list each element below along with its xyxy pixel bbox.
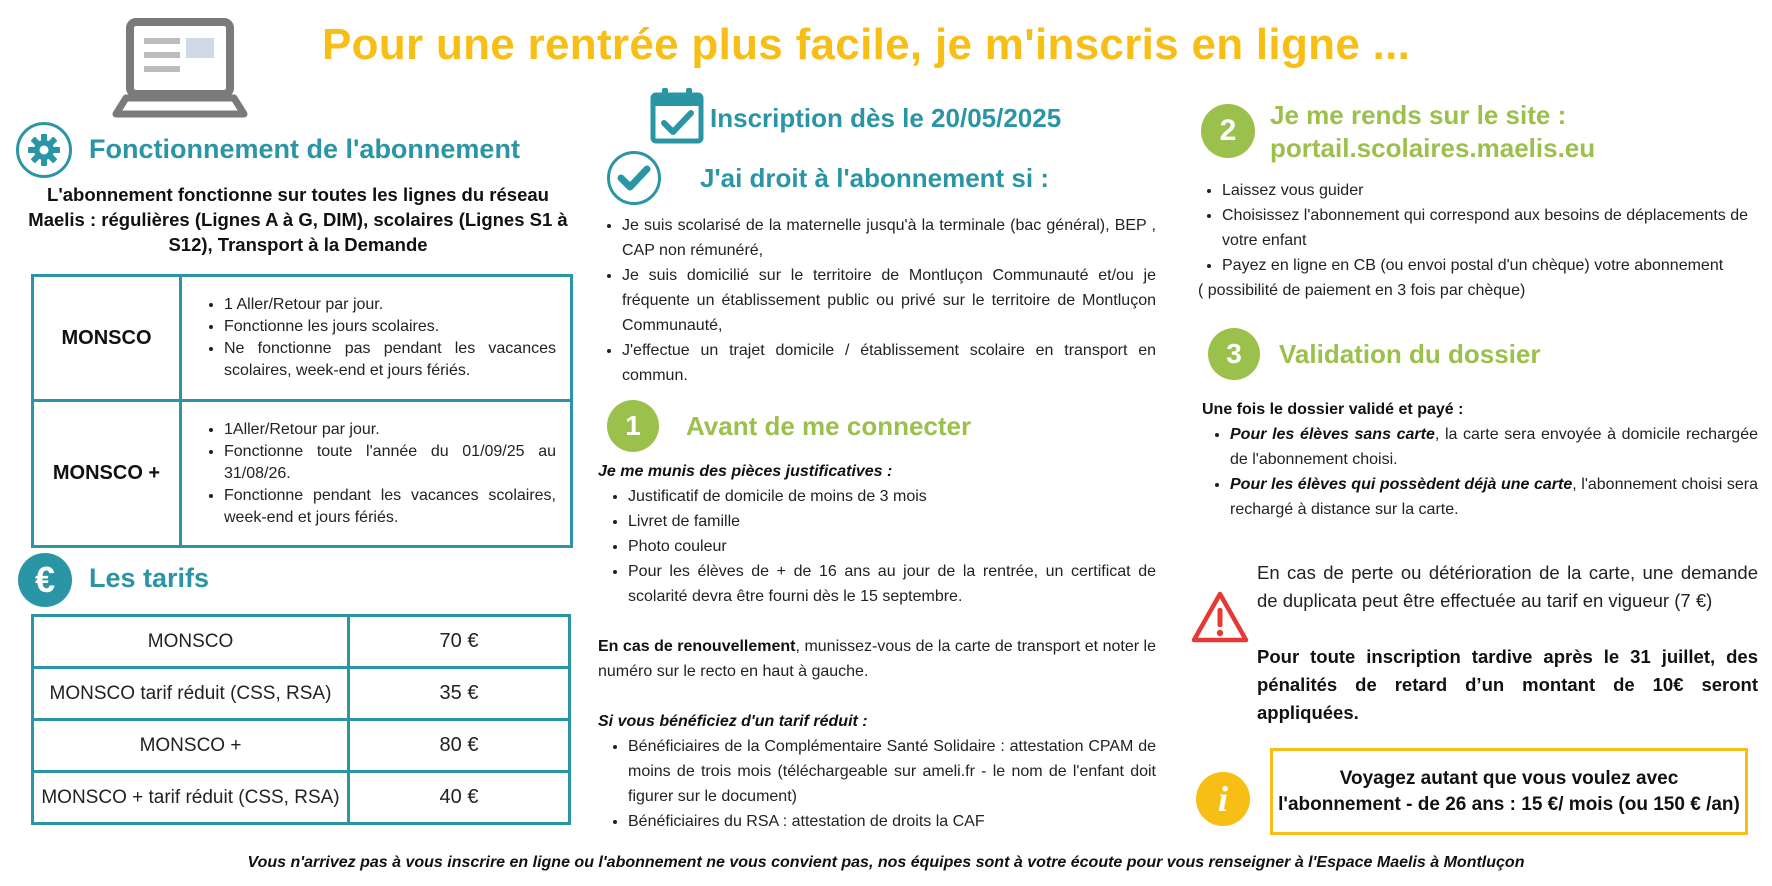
step-1-title: Avant de me connecter <box>686 411 972 441</box>
step-2-badge: 2 <box>1201 104 1255 158</box>
gear-icon-circle <box>16 122 72 178</box>
pieces-heading: Je me munis des pièces justificatives : <box>598 463 893 480</box>
subscription-details <box>181 401 572 547</box>
list-item <box>1230 472 1758 522</box>
warning-icon <box>1190 590 1250 644</box>
list-item: • Bénéficiaires de la Complémentaire Santé Solidaire : attestation CPAM de moins de trois mois (téléchargeable sur ameli.fr - le nom de l'enfant doit figurer sur le document) <box>628 734 1156 809</box>
subscription-details <box>181 276 572 401</box>
step-2-title <box>1270 99 1595 165</box>
list-item: • J'effectue un trajet domicile / établissement scolaire en transport en commun. <box>622 338 1156 388</box>
info-box <box>1270 748 1748 835</box>
droit-title: J'ai droit à l'abonnement si : <box>700 163 1049 193</box>
check-icon <box>617 164 651 192</box>
inscription-date: Inscription dès le 20/05/2025 <box>710 103 1062 133</box>
list-item: • Fonctionne pendant les vacances scolaires, week-end et jours fériés. <box>224 485 556 529</box>
reduit-list <box>598 734 1156 834</box>
list-item: • Je suis domicilié sur le territoire de Montluçon Communauté et/ou je fréquente un établissement public ou privé sur le territoire de Montluçon Communauté, <box>622 263 1156 338</box>
renouvellement-rest: , munissez-vous de la carte de transport et noter le numéro sur le recto en haut à gauche. <box>598 638 1157 680</box>
list-item: • Payez en ligne en CB (ou envoi postal d'un chèque) votre abonnement <box>1222 253 1758 278</box>
tarifs-table <box>31 614 571 825</box>
list-item: • Photo couleur <box>628 534 1156 559</box>
portail-url: portail.scolaires.maelis.eu <box>1270 133 1596 163</box>
subscription-name: MONSCO + <box>33 401 181 547</box>
footer-note: Vous n'arrivez pas à vous inscrire en ligne ou l'abonnement ne vous convient pas, nos équipes sont à votre écoute pour vous renseigner à l'Espace Maelis à Montluçon <box>247 854 1525 871</box>
step-3-content <box>1202 397 1758 522</box>
subscription-table <box>31 274 573 548</box>
tarif-label: MONSCO + tarif réduit (CSS, RSA) <box>33 772 349 824</box>
table-row <box>33 720 570 772</box>
subscription-name: MONSCO <box>33 276 181 401</box>
page-title: Pour une rentrée plus facile, je m'inscris en ligne ... <box>322 20 1411 69</box>
list-item: • 1 Aller/Retour par jour. <box>224 294 556 316</box>
renouvellement-bold: En cas de renouvellement <box>598 638 796 655</box>
step-1-content <box>598 459 1156 834</box>
step-1-badge: 1 <box>607 400 659 452</box>
reduit-heading: Si vous bénéficiez d'un tarif réduit : <box>598 713 868 730</box>
euro-icon: € <box>18 553 72 607</box>
tarif-price: 80 € <box>349 720 570 772</box>
list-item: • Choisissez l'abonnement qui correspond aux besoins de déplacements de votre enfant <box>1222 203 1758 253</box>
subscription-row <box>33 276 572 401</box>
check-icon-circle <box>607 151 661 205</box>
info-line2: l'abonnement - de 26 ans : 15 €/ mois (ou 150 € /an) <box>1278 793 1740 815</box>
step-3-list <box>1202 422 1758 522</box>
step-2-title-line1: Je me rends sur le site : <box>1270 100 1567 130</box>
laptop-icon <box>112 18 248 120</box>
list-item: • Bénéficiaires du RSA : attestation de droits la CAF <box>628 809 1156 834</box>
droit-list <box>598 213 1156 388</box>
fonctionnement-title: Fonctionnement de l'abonnement <box>89 134 520 164</box>
tardive-text: Pour toute inscription tardive après le 31 juillet, des pénalités de retard d’un montant de 10€ seront appliquées. <box>1257 646 1758 723</box>
tarif-label: MONSCO <box>33 616 349 668</box>
list-item: • 1Aller/Retour par jour. <box>224 419 556 441</box>
table-row <box>33 772 570 824</box>
tarif-label: MONSCO tarif réduit (CSS, RSA) <box>33 668 349 720</box>
duplicata-text: En cas de perte ou détérioration de la carte, une demande de duplicata peut être effectuée au tarif en vigueur (7 €) <box>1257 562 1758 611</box>
item-text: , l'abonnement choisi sera rechargé à distance sur la carte. <box>1230 476 1758 518</box>
tarif-price: 35 € <box>349 668 570 720</box>
tarif-label: MONSCO + <box>33 720 349 772</box>
fonctionnement-intro: L'abonnement fonctionne sur toutes les lignes du réseau Maelis : régulières (Lignes A à G, DIM), scolaires (Lignes S1 à S12), Transport à la Demande <box>28 184 568 255</box>
step-3-title: Validation du dossier <box>1279 339 1541 369</box>
calendar-icon <box>650 86 704 144</box>
step-2-note: ( possibilité de paiement en 3 fois par chèque) <box>1198 282 1526 299</box>
list-item <box>1230 422 1758 472</box>
list-item: • Laissez vous guider <box>1222 178 1758 203</box>
list-item: • Je suis scolarisé de la maternelle jusqu'à la terminale (bac général), BEP , CAP non rémunéré, <box>622 213 1156 263</box>
info-icon: i <box>1196 772 1250 826</box>
pieces-list <box>598 484 1156 609</box>
list-item: • Fonctionne toute l'année du 01/09/25 au 31/08/26. <box>224 441 556 485</box>
list-item: • Ne fonctionne pas pendant les vacances scolaires, week-end et jours fériés. <box>224 338 556 382</box>
gear-icon <box>27 133 61 167</box>
step-3-intro: Une fois le dossier validé et payé : <box>1202 401 1464 418</box>
subscription-row <box>33 401 572 547</box>
tarif-price: 70 € <box>349 616 570 668</box>
step-2-content <box>1198 178 1758 303</box>
table-row <box>33 616 570 668</box>
info-line1: Voyagez autant que vous voulez avec <box>1339 767 1679 789</box>
tarif-price: 40 € <box>349 772 570 824</box>
item-text: , la carte sera envoyée à domicile rechargée de l'abonnement choisi. <box>1230 426 1759 468</box>
list-item: • Pour les élèves de + de 16 ans au jour de la rentrée, un certificat de scolarité devra être fourni dès le 15 septembre. <box>628 559 1156 609</box>
list-item: • Justificatif de domicile de moins de 3 mois <box>628 484 1156 509</box>
list-item: • Fonctionne les jours scolaires. <box>224 316 556 338</box>
item-bold: Pour les élèves qui possèdent déjà une carte <box>1230 476 1573 493</box>
item-bold: Pour les élèves sans carte <box>1230 426 1435 443</box>
table-row <box>33 668 570 720</box>
list-item: • Livret de famille <box>628 509 1156 534</box>
step-3-badge: 3 <box>1208 328 1260 380</box>
tarifs-title: Les tarifs <box>89 563 210 593</box>
renouvellement-text <box>598 634 1156 684</box>
step-2-list <box>1198 178 1758 278</box>
